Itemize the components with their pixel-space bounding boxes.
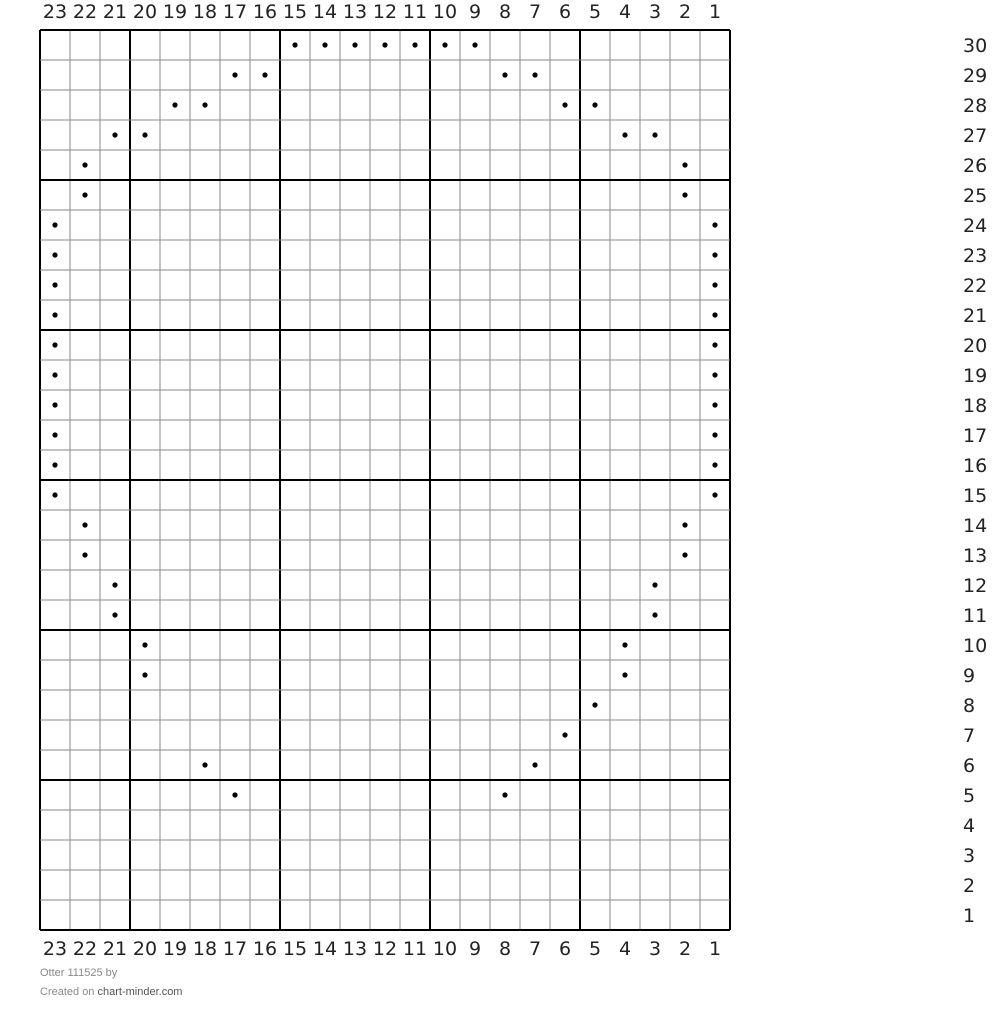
column-label-bottom: 13 xyxy=(342,938,368,960)
stitch-dot xyxy=(682,192,687,197)
row-label: 13 xyxy=(963,545,988,567)
column-label-top: 14 xyxy=(312,1,338,23)
stitch-dot xyxy=(532,762,537,767)
site-link[interactable]: chart-minder.com xyxy=(97,986,183,998)
column-label-top: 12 xyxy=(372,1,398,23)
row-label: 30 xyxy=(963,35,988,57)
stitch-dot xyxy=(172,102,177,107)
chart-by-text: by xyxy=(105,967,118,979)
stitch-dot xyxy=(412,42,417,47)
row-label: 22 xyxy=(963,275,988,297)
stitch-dot xyxy=(592,702,597,707)
column-label-bottom: 21 xyxy=(102,938,128,960)
row-label: 17 xyxy=(963,425,988,447)
stitch-dot xyxy=(52,402,57,407)
column-label-bottom: 23 xyxy=(42,938,68,960)
stitch-dot xyxy=(52,462,57,467)
stitch-dot xyxy=(712,312,717,317)
column-label-bottom: 5 xyxy=(588,938,602,960)
column-label-bottom: 9 xyxy=(468,938,482,960)
stitch-dot xyxy=(142,642,147,647)
stitch-dot xyxy=(232,72,237,77)
stitch-dot xyxy=(622,132,627,137)
column-label-bottom: 18 xyxy=(192,938,218,960)
stitch-dot xyxy=(472,42,477,47)
stitch-dot xyxy=(82,552,87,557)
stitch-dot xyxy=(142,672,147,677)
row-label: 1 xyxy=(963,905,976,927)
stitch-dot xyxy=(52,372,57,377)
chart-credit xyxy=(40,986,182,998)
row-label: 21 xyxy=(963,305,988,327)
column-label-top: 17 xyxy=(222,1,248,23)
stitch-dot xyxy=(682,162,687,167)
stitch-dot xyxy=(322,42,327,47)
stitch-dot xyxy=(292,42,297,47)
stitch-dot xyxy=(52,432,57,437)
stitch-dot xyxy=(712,432,717,437)
stitch-dot xyxy=(82,162,87,167)
stitch-dot xyxy=(52,222,57,227)
stitch-dot xyxy=(622,672,627,677)
stitch-dot xyxy=(592,102,597,107)
row-label: 25 xyxy=(963,185,988,207)
column-label-bottom: 3 xyxy=(648,938,662,960)
row-label: 9 xyxy=(963,665,976,687)
stitch-dot xyxy=(712,372,717,377)
stitch-dot xyxy=(502,792,507,797)
row-label: 15 xyxy=(963,485,988,507)
column-label-top: 11 xyxy=(402,1,428,23)
stitch-dot xyxy=(352,42,357,47)
column-label-top: 8 xyxy=(498,1,512,23)
row-label: 10 xyxy=(963,635,988,657)
column-label-bottom: 14 xyxy=(312,938,338,960)
column-label-top: 2 xyxy=(678,1,692,23)
column-label-top: 16 xyxy=(252,1,278,23)
stitch-dot xyxy=(622,642,627,647)
column-label-top: 18 xyxy=(192,1,218,23)
column-label-top: 15 xyxy=(282,1,308,23)
column-label-top: 3 xyxy=(648,1,662,23)
stitch-dot xyxy=(652,582,657,587)
column-label-bottom: 4 xyxy=(618,938,632,960)
column-label-top: 23 xyxy=(42,1,68,23)
stitch-dot xyxy=(712,492,717,497)
row-label: 4 xyxy=(963,815,976,837)
column-label-bottom: 15 xyxy=(282,938,308,960)
row-label: 27 xyxy=(963,125,988,147)
stitch-dot xyxy=(52,282,57,287)
stitch-dot xyxy=(382,42,387,47)
row-label: 20 xyxy=(963,335,988,357)
created-on-text: Created on xyxy=(40,986,95,998)
column-label-top: 9 xyxy=(468,1,482,23)
column-label-top: 13 xyxy=(342,1,368,23)
column-label-bottom: 7 xyxy=(528,938,542,960)
row-label: 28 xyxy=(963,95,988,117)
stitch-dot xyxy=(112,582,117,587)
column-label-bottom: 16 xyxy=(252,938,278,960)
row-label: 19 xyxy=(963,365,988,387)
row-label: 8 xyxy=(963,695,976,717)
row-label: 5 xyxy=(963,785,976,807)
column-label-top: 10 xyxy=(432,1,458,23)
column-label-bottom: 17 xyxy=(222,938,248,960)
row-label: 26 xyxy=(963,155,988,177)
row-label: 29 xyxy=(963,65,988,87)
row-label: 16 xyxy=(963,455,988,477)
column-label-top: 22 xyxy=(72,1,98,23)
stitch-dot xyxy=(442,42,447,47)
column-label-top: 4 xyxy=(618,1,632,23)
stitch-dot xyxy=(562,732,567,737)
stitch-dot xyxy=(712,252,717,257)
row-label: 14 xyxy=(963,515,988,537)
stitch-dot xyxy=(262,72,267,77)
column-label-bottom: 22 xyxy=(72,938,98,960)
column-label-bottom: 1 xyxy=(708,938,722,960)
column-label-top: 20 xyxy=(132,1,158,23)
column-label-bottom: 2 xyxy=(678,938,692,960)
stitch-dot xyxy=(562,102,567,107)
row-label: 18 xyxy=(963,395,988,417)
stitch-dot xyxy=(52,252,57,257)
stitch-dot xyxy=(712,402,717,407)
chart-title-text: Otter 111525 xyxy=(40,967,103,979)
stitch-dot xyxy=(82,192,87,197)
stitch-dot xyxy=(142,132,147,137)
column-label-bottom: 10 xyxy=(432,938,458,960)
stitch-dot xyxy=(52,492,57,497)
column-label-top: 7 xyxy=(528,1,542,23)
column-label-top: 5 xyxy=(588,1,602,23)
chart-title xyxy=(40,967,117,979)
stitch-dot xyxy=(682,552,687,557)
column-label-bottom: 12 xyxy=(372,938,398,960)
stitch-dot xyxy=(502,72,507,77)
stitch-dot xyxy=(712,342,717,347)
column-label-bottom: 11 xyxy=(402,938,428,960)
column-label-top: 1 xyxy=(708,1,722,23)
stitch-dot xyxy=(652,612,657,617)
stitch-dot xyxy=(82,522,87,527)
stitch-dot xyxy=(532,72,537,77)
stitch-dot xyxy=(52,342,57,347)
row-label: 11 xyxy=(963,605,988,627)
stitch-dot xyxy=(712,222,717,227)
row-label: 7 xyxy=(963,725,976,747)
stitch-dot xyxy=(202,762,207,767)
row-label: 6 xyxy=(963,755,976,777)
column-label-top: 19 xyxy=(162,1,188,23)
stitch-dot xyxy=(52,312,57,317)
row-label: 12 xyxy=(963,575,988,597)
stitch-dot xyxy=(232,792,237,797)
stitch-dot xyxy=(112,612,117,617)
row-label: 24 xyxy=(963,215,988,237)
row-label: 23 xyxy=(963,245,988,267)
column-label-top: 6 xyxy=(558,1,572,23)
stitch-dot xyxy=(652,132,657,137)
stitch-dot xyxy=(202,102,207,107)
stitch-dot xyxy=(712,462,717,467)
row-label: 2 xyxy=(963,875,976,897)
column-label-bottom: 19 xyxy=(162,938,188,960)
column-label-bottom: 6 xyxy=(558,938,572,960)
column-label-bottom: 20 xyxy=(132,938,158,960)
row-label: 3 xyxy=(963,845,976,867)
column-label-bottom: 8 xyxy=(498,938,512,960)
column-label-top: 21 xyxy=(102,1,128,23)
stitch-dot xyxy=(712,282,717,287)
stitch-dot xyxy=(112,132,117,137)
stitch-dot xyxy=(682,522,687,527)
